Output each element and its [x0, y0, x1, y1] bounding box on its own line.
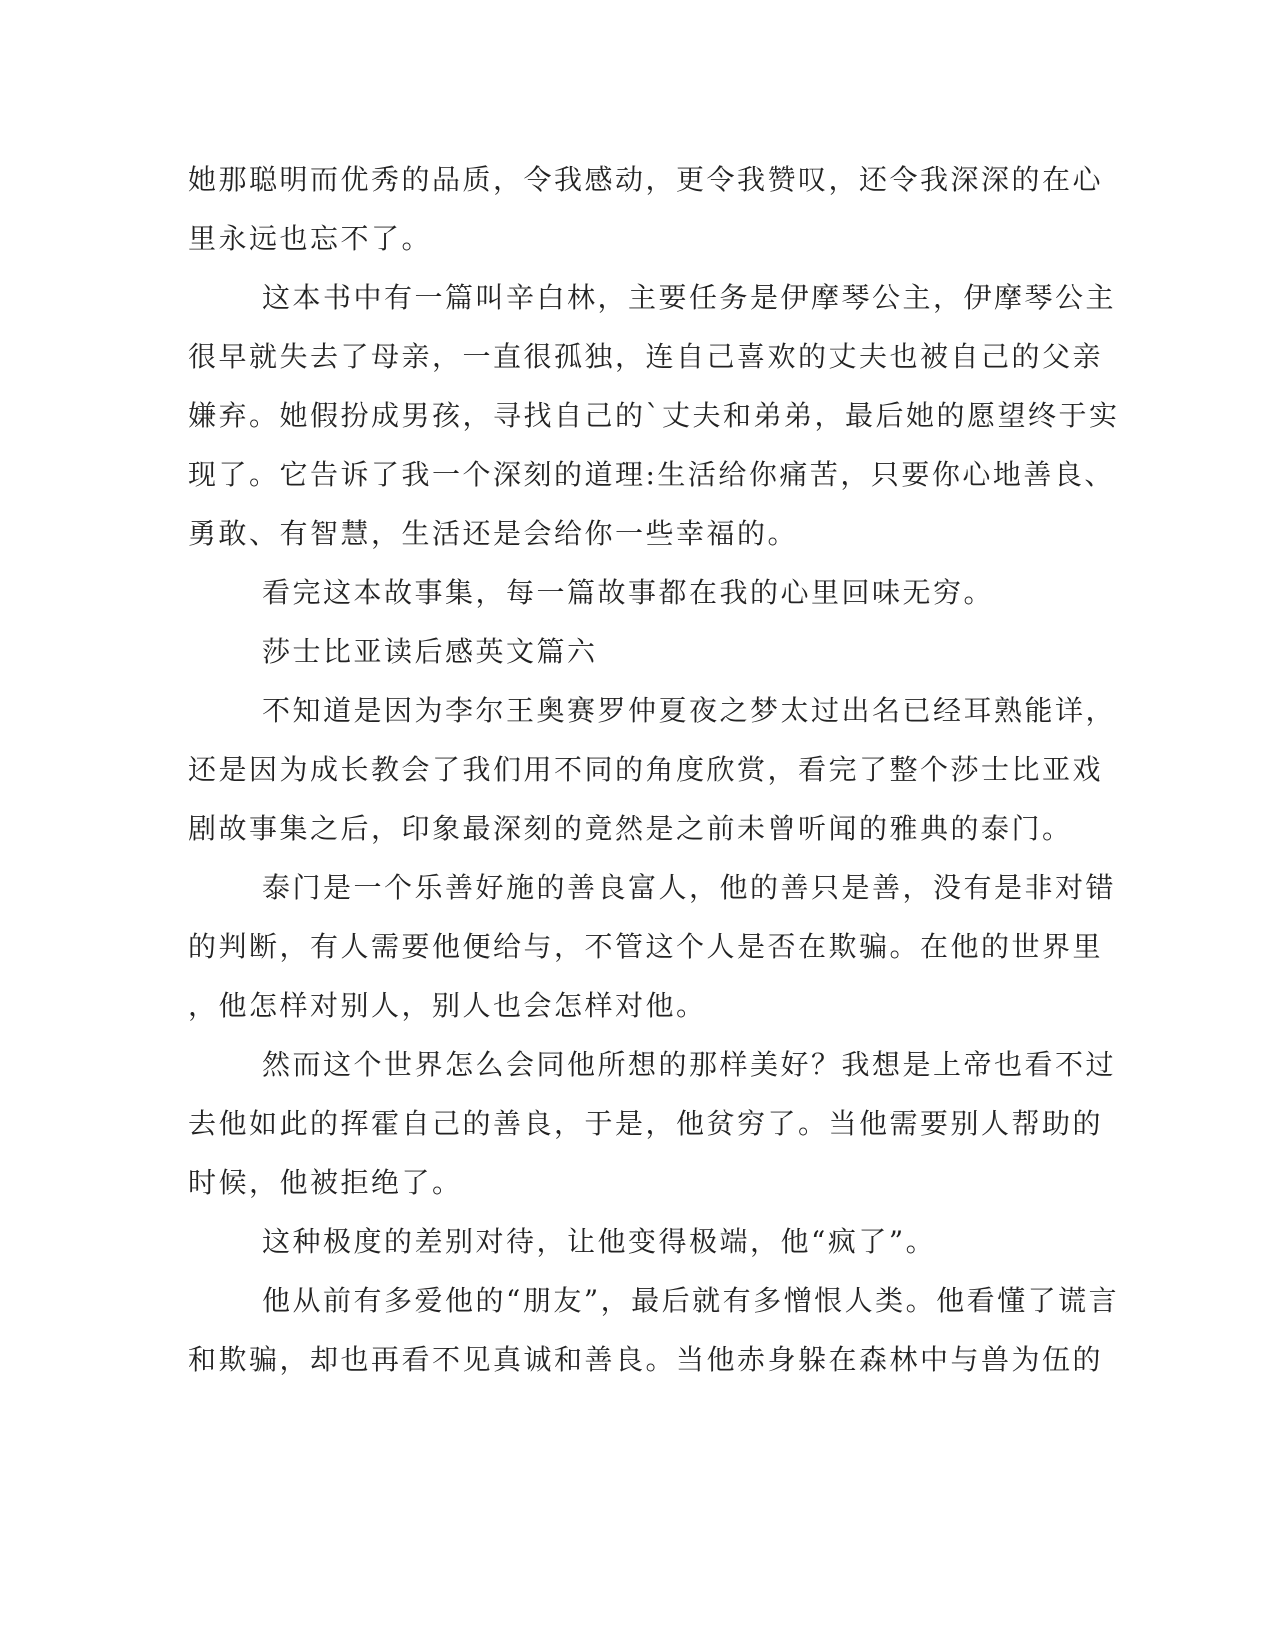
text-line: 去他如此的挥霍自己的善良，于是，他贫穷了。当他需要别人帮助的: [188, 1107, 1104, 1140]
text-line: ，他怎样对别人，别人也会怎样对他。: [188, 989, 707, 1022]
text-line: 里永远也忘不了。: [188, 222, 433, 255]
text-line: 现了。它告诉了我一个深刻的道理:生活给你痛苦，只要你心地善良、: [188, 458, 1115, 491]
text-line: 还是因为成长教会了我们用不同的角度欣赏，看完了整个莎士比亚戏: [188, 753, 1104, 786]
text-line: 嫌弃。她假扮成男孩，寻找自己的`丈夫和弟弟，最后她的愿望终于实: [188, 399, 1120, 432]
section-heading: 莎士比亚读后感英文篇六: [262, 635, 598, 668]
text-line: 的判断，有人需要他便给与，不管这个人是否在欺骗。在他的世界里: [188, 930, 1104, 963]
text-line: 她那聪明而优秀的品质，令我感动，更令我赞叹，还令我深深的在心: [188, 163, 1104, 196]
paragraph-start-line: 看完这本故事集，每一篇故事都在我的心里回味无穷。: [262, 576, 995, 609]
text-line: 剧故事集之后，印象最深刻的竟然是之前未曾听闻的雅典的泰门。: [188, 812, 1073, 845]
text-line: 勇敢、有智慧，生活还是会给你一些幸福的。: [188, 517, 799, 550]
paragraph-start-line: 然而这个世界怎么会同他所想的那样美好？我想是上帝也看不过: [262, 1048, 1117, 1081]
paragraph-start-line: 这本书中有一篇叫辛白林，主要任务是伊摩琴公主，伊摩琴公主: [262, 281, 1117, 314]
paragraph-start-line: 不知道是因为李尔王奥赛罗仲夏夜之梦太过出名已经耳熟能详，: [262, 694, 1117, 727]
text-line: 时候，他被拒绝了。: [188, 1166, 463, 1199]
paragraph-start-line: 这种极度的差别对待，让他变得极端，他“疯了”。: [262, 1225, 937, 1258]
paragraph-start-line: 泰门是一个乐善好施的善良富人，他的善只是善，没有是非对错: [262, 871, 1117, 904]
paragraph-start-line: 他从前有多爱他的“朋友”，最后就有多憎恨人类。他看懂了谎言: [262, 1284, 1120, 1317]
text-line: 很早就失去了母亲，一直很孤独，连自己喜欢的丈夫也被自己的父亲: [188, 340, 1104, 373]
text-line: 和欺骗，却也再看不见真诚和善良。当他赤身躲在森林中与兽为伍的: [188, 1343, 1104, 1376]
